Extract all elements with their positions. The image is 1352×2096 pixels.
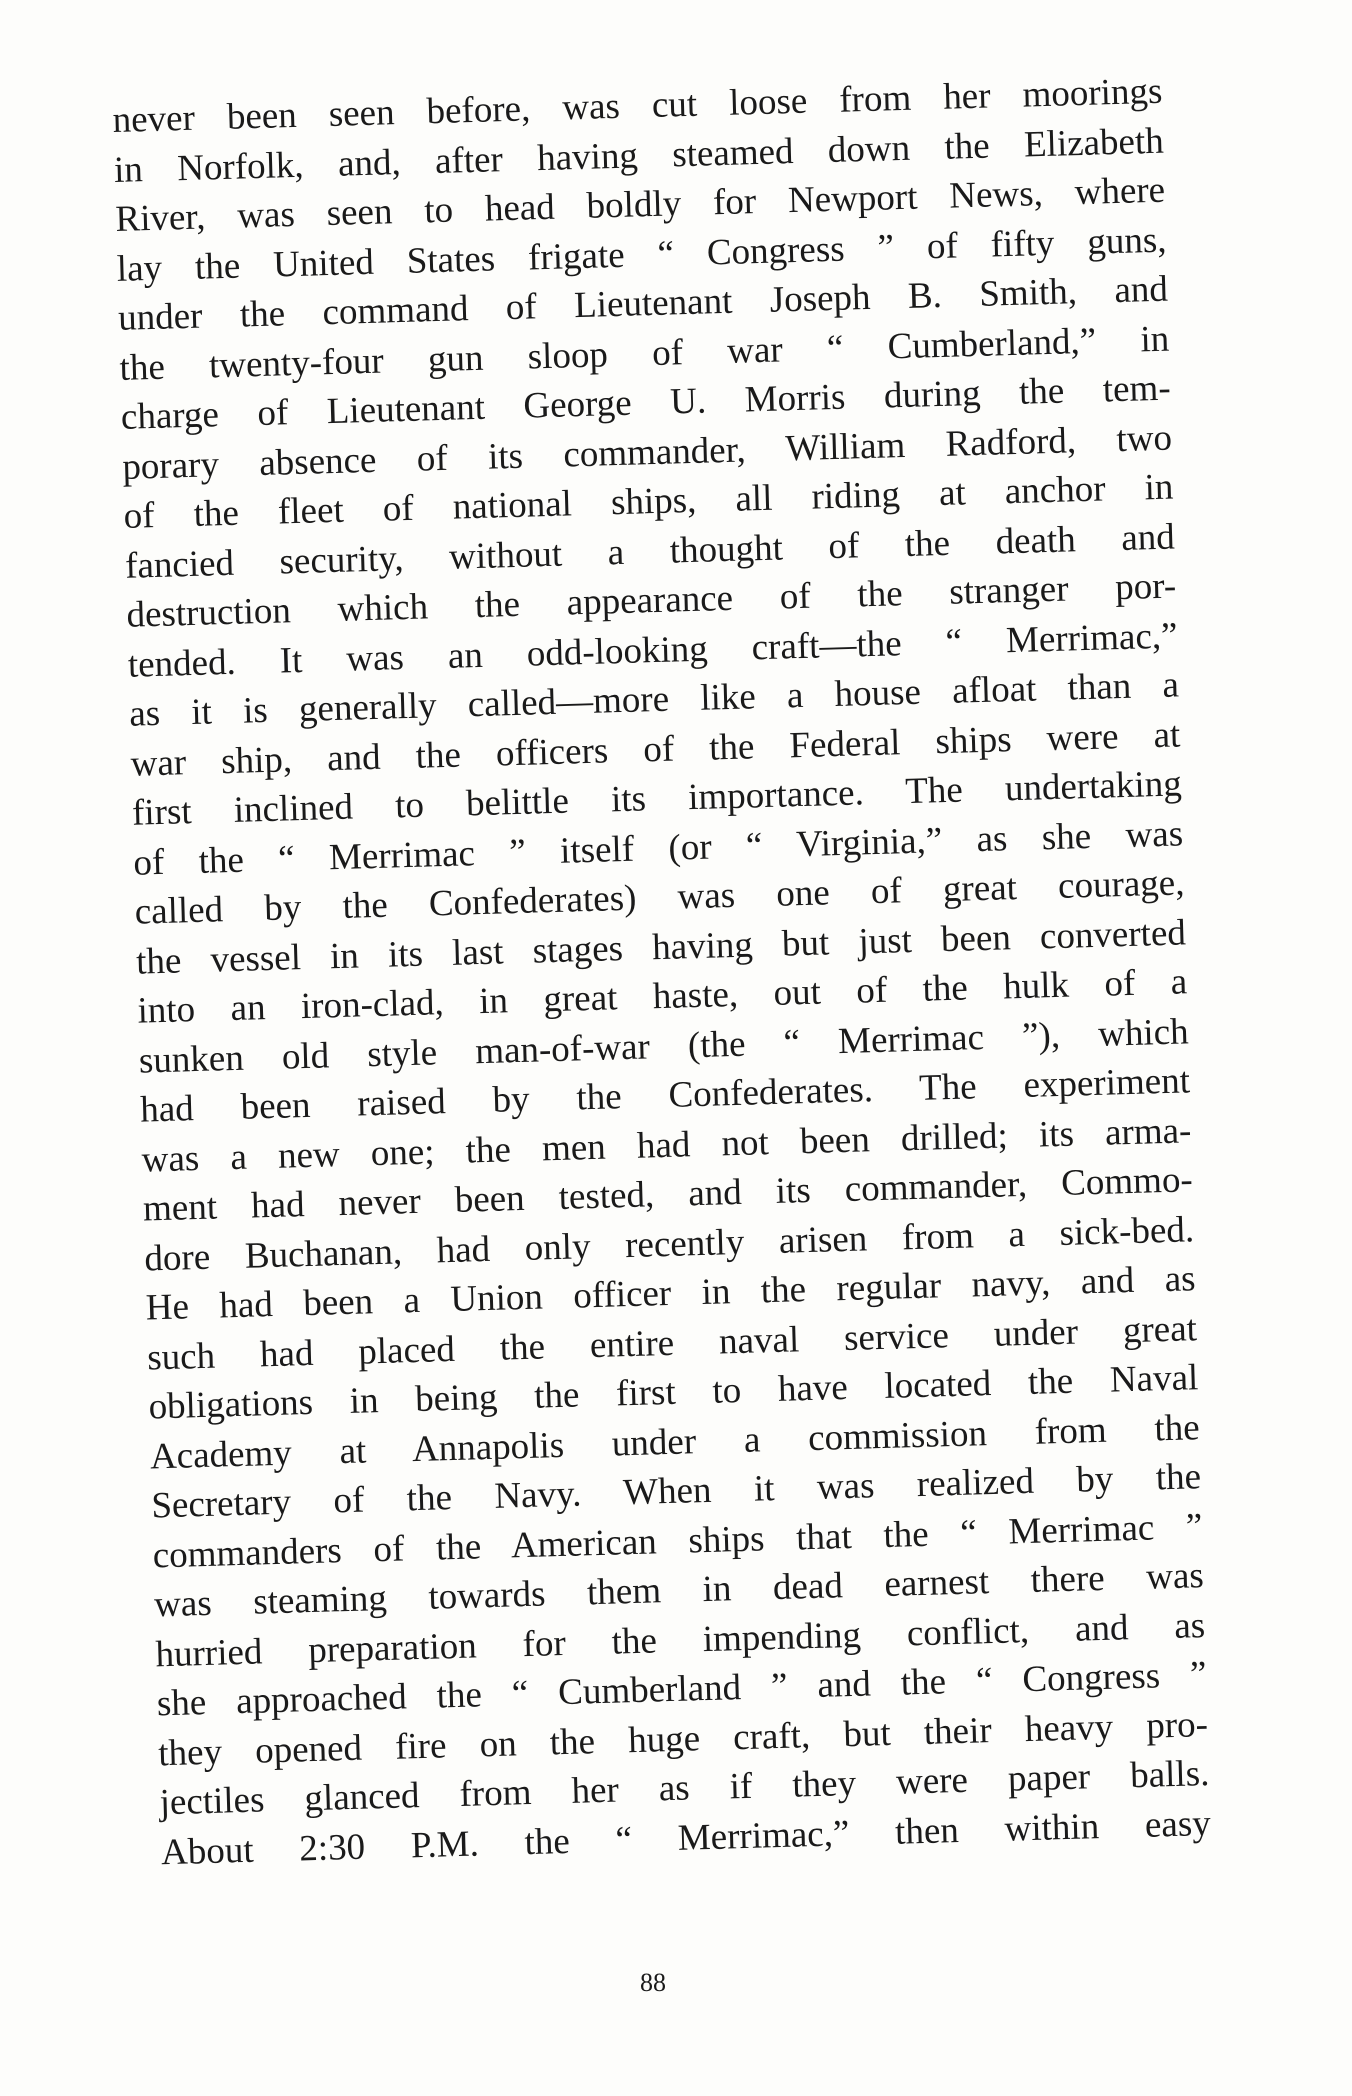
text-line-28: Academy at Annapolis under a commission from the bbox=[149, 1406, 1201, 1477]
text-line-6: the twenty-four gun sloop of war “ Cumberland,” in bbox=[119, 318, 1170, 389]
text-line-18: the vessel in its last stages having but just been converted bbox=[135, 911, 1187, 983]
text-line-5: under the command of Lieutenant Joseph B. Smith, and bbox=[117, 268, 1169, 339]
text-line-4: lay the United States frigate “ Congress ” of fifty guns, bbox=[116, 219, 1167, 290]
text-line-13: as it is generally called—more like a house afloat than a bbox=[128, 664, 1180, 735]
page-number: 88 bbox=[640, 1968, 666, 1997]
text-line-15: first inclined to belittle its importance. The undertaking bbox=[131, 763, 1183, 834]
text-line-10: fancied security, without a thought of the death and bbox=[124, 516, 1176, 587]
text-line-20: sunken old style man-of-war (the “ Merrimac ”), which bbox=[138, 1010, 1190, 1082]
text-line-2: in Norfolk, and, after having steamed down the Elizabeth bbox=[113, 120, 1165, 191]
text-line-19: into an iron-clad, in great haste, out of the hulk of a bbox=[136, 961, 1188, 1032]
text-line-7: charge of Lieutenant George U. Morris during the tem- bbox=[120, 367, 1172, 438]
text-line-24: dore Buchanan, had only recently arisen from a sick-bed. bbox=[143, 1208, 1195, 1280]
text-line-30: commanders of the American ships that the “ Merrimac ” bbox=[152, 1505, 1203, 1576]
text-line-36: About 2:30 P.M. the “ Merrimac,” then within easy bbox=[160, 1802, 1212, 1873]
text-line-25: He had been a Union officer in the regular navy, and as bbox=[145, 1258, 1197, 1329]
text-line-27: obligations in being the first to have located the Naval bbox=[148, 1357, 1199, 1428]
text-line-31: was steaming towards them in dead earnest there was bbox=[153, 1555, 1205, 1626]
text-line-29: Secretary of the Navy. When it was realized by the bbox=[150, 1456, 1202, 1527]
text-line-1: never been seen before, was cut loose from her moorings bbox=[112, 70, 1163, 141]
text-line-3: River, was seen to head boldly for Newport News, where bbox=[114, 169, 1166, 240]
text-line-21: had been raised by the Confederates. The experiment bbox=[139, 1060, 1191, 1131]
text-line-34: they opened fire on the huge craft, but their heavy pro- bbox=[157, 1703, 1209, 1774]
text-line-8: porary absence of its commander, William Radford, two bbox=[121, 417, 1173, 488]
text-line-22: was a new one; the men had not been drilled; its arma- bbox=[141, 1109, 1192, 1181]
body-text bbox=[112, 66, 1241, 1877]
text-line-9: of the fleet of national ships, all riding at anchor in bbox=[123, 466, 1174, 537]
text-line-35: jectiles glanced from her as if they were paper balls. bbox=[159, 1753, 1210, 1824]
text-line-32: hurried preparation for the impending conflict, and as bbox=[154, 1604, 1206, 1675]
text-line-17: called by the Confederates) was one of great courage, bbox=[134, 862, 1185, 933]
text-line-16: of the “ Merrimac ” itself (or “ Virginia,” as she was bbox=[132, 812, 1184, 884]
text-line-12: tended. It was an odd-looking craft—the “ Merrimac,” bbox=[127, 614, 1179, 686]
text-line-11: destruction which the appearance of the stranger por- bbox=[125, 565, 1177, 636]
text-line-14: war ship, and the officers of the Federal ships were at bbox=[130, 713, 1181, 785]
text-line-26: such had placed the entire naval service under great bbox=[146, 1307, 1198, 1378]
text-line-33: she approached the “ Cumberland ” and the “ Congress ” bbox=[156, 1654, 1208, 1725]
text-line-23: ment had never been tested, and its commander, Commo- bbox=[142, 1159, 1194, 1230]
